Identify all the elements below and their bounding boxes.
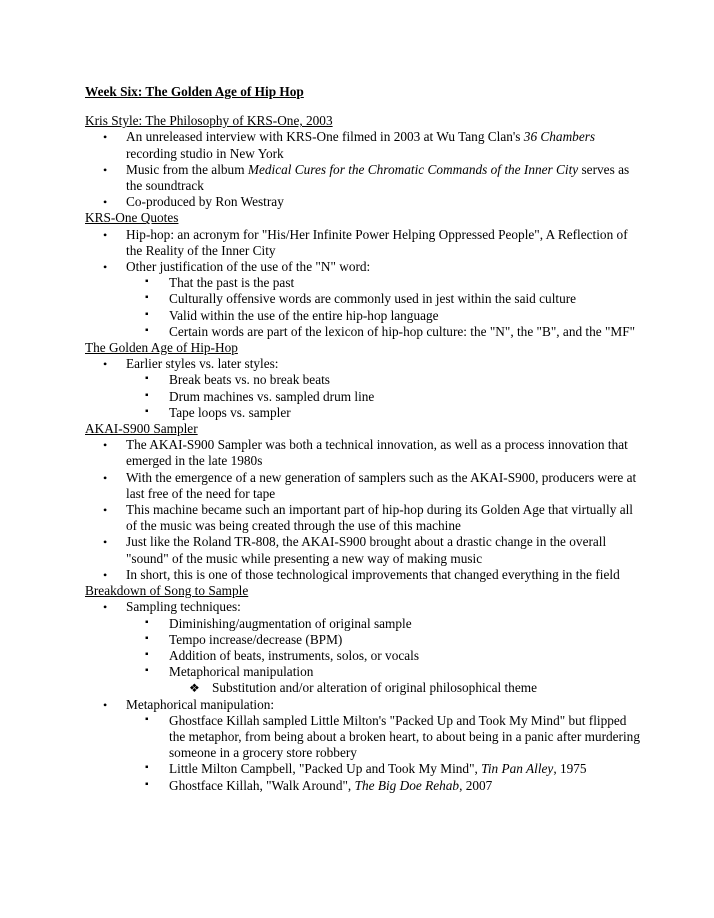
list-item: • Earlier styles vs. later styles: ▪ Break beats vs. no break beats ▪ Drum machines vs. sampled drum line ▪ Tape loops vs. sampler <box>85 356 640 421</box>
sampling-techniques-list <box>85 616 640 697</box>
disc-bullet-icon: • <box>103 567 108 582</box>
square-bullet-icon: ▪ <box>145 405 149 417</box>
list-item: • Music from the album Medical Cures for the Chromatic Commands of the Inner City serves as the soundtrack <box>103 161 630 194</box>
square-bullet-icon: ▪ <box>145 762 149 774</box>
section-heading-breakdown: Breakdown of Song to Sample <box>85 583 249 599</box>
disc-bullet-icon: • <box>103 227 108 242</box>
list-item: ▪ Little Milton Campbell, "Packed Up and Took My Mind", Tin Pan Alley, 1975 <box>145 761 587 777</box>
list-item: ▪ Valid within the use of the entire hip-hop language <box>145 307 439 323</box>
list-item: • The AKAI-S900 Sampler was both a technical innovation, as well as a process innovation that emerged in the late 1980s <box>103 437 628 469</box>
list-item: • An unreleased interview with KRS-One filmed in 2003 at Wu Tang Clan's 36 Chambers recording studio in New York <box>103 129 596 161</box>
square-bullet-icon: ▪ <box>145 389 149 401</box>
section-heading-krs-one-quotes: KRS-One Quotes <box>85 210 179 226</box>
page-title: Week Six: The Golden Age of Hip Hop <box>85 84 304 99</box>
square-bullet-icon: ▪ <box>145 778 149 790</box>
list-item: • In short, this is one of those technological improvements that changed everything in the field <box>103 566 620 582</box>
disc-bullet-icon: • <box>103 162 108 177</box>
list-item: ▪ Diminishing/augmentation of original sample <box>145 615 412 631</box>
square-bullet-icon: ▪ <box>145 632 149 644</box>
disc-bullet-icon: • <box>103 697 108 712</box>
styles-comparison-list <box>85 372 640 421</box>
list-item: • Just like the Roland TR-808, the AKAI-S900 brought about a drastic change in the overall "sound" of the music while presenting a new way of making music <box>103 534 607 566</box>
disc-bullet-icon: • <box>103 195 108 210</box>
section-heading-akai-s900: AKAI-S900 Sampler <box>85 421 198 437</box>
square-bullet-icon: ▪ <box>145 713 149 725</box>
list-item: ▪ Certain words are part of the lexicon of hip-hop culture: the "N", the "B", and the "MF" <box>145 323 636 339</box>
disc-bullet-icon: • <box>103 470 108 485</box>
golden-age-list <box>85 356 640 421</box>
square-bullet-icon: ▪ <box>145 308 149 320</box>
list-item: • Co-produced by Ron Westray <box>103 194 284 210</box>
square-bullet-icon: ▪ <box>145 292 149 304</box>
disc-bullet-icon: • <box>103 535 108 550</box>
list-item: • Hip-hop: an acronym for "His/Her Infinite Power Helping Oppressed People", A Reflection of the Reality of the Inner City <box>103 226 628 258</box>
list-item: ▪ Tape loops vs. sampler <box>145 404 291 420</box>
disc-bullet-icon: • <box>103 503 108 518</box>
breakdown-list <box>85 599 640 793</box>
list-item: • Other justification of the use of the "N" word: ▪ That the past is the past ▪ Culturally offensive words are commonly used in jest within the said culture ▪ Valid within the use of the entire hip-hop language ▪ Certain words are part of the lexicon of hip-hop culture: the "N", the "B", and the "MF" <box>85 259 640 340</box>
disc-bullet-icon: • <box>103 438 108 453</box>
list-item: ▪ Metaphorical manipulation ❖ Substitution and/or alteration of original philosophical theme <box>126 664 640 696</box>
list-item: ▪ Tempo increase/decrease (BPM) <box>145 631 343 647</box>
list-item: ▪ Drum machines vs. sampled drum line <box>145 388 375 404</box>
list-item: • This machine became such an important part of hip-hop during its Golden Age that virtually all of the music was being created through the use of this machine <box>103 502 634 534</box>
list-item: • Metaphorical manipulation: ▪ Ghostface Killah sampled Little Milton's "Packed Up and Took My Mind" but flipped the metaphor, from being about a broken heart, to about being in a panic after murdering someone in a grocery store robbery ▪ Little Milton Campbell, "Packed Up and Took My Mind", Tin Pan Alley, 1975 ▪ Ghostface Killah, "Walk Around", The Big Doe Rehab, 2007 <box>85 697 640 794</box>
kris-style-list <box>85 129 640 210</box>
krs-one-quotes-list <box>85 227 640 340</box>
list-item: • Sampling techniques: ▪ Diminishing/augmentation of original sample ▪ Tempo increase/decrease (BPM) ▪ Addition of beats, instruments, solos, or vocals ▪ Metaphorical manipulation ❖ Substitution and/or alteration of original philosophical theme <box>85 599 640 696</box>
section-heading-golden-age: The Golden Age of Hip-Hop <box>85 340 238 356</box>
square-bullet-icon: ▪ <box>145 616 149 628</box>
disc-bullet-icon: • <box>103 130 108 145</box>
square-bullet-icon: ▪ <box>145 276 149 288</box>
square-bullet-icon: ▪ <box>145 373 149 385</box>
square-bullet-icon: ▪ <box>145 665 149 677</box>
list-item: ▪ Ghostface Killah sampled Little Milton's "Packed Up and Took My Mind" but flipped the metaphor, from being about a broken heart, to about being in a panic after murdering someone in a grocery store robbery <box>145 712 640 761</box>
list-item: ▪ Ghostface Killah, "Walk Around", The Big Doe Rehab, 2007 <box>145 777 493 793</box>
list-item: ▪ Culturally offensive words are commonly used in jest within the said culture <box>145 291 577 307</box>
list-item: ❖ Substitution and/or alteration of original philosophical theme <box>189 680 537 696</box>
section-heading-kris-style: Kris Style: The Philosophy of KRS-One, 2003 <box>85 113 333 129</box>
akai-s900-list <box>85 437 640 583</box>
n-word-justification-list <box>85 275 640 340</box>
disc-bullet-icon: • <box>103 260 108 275</box>
disc-bullet-icon: • <box>103 357 108 372</box>
list-item: ▪ That the past is the past <box>145 275 295 291</box>
square-bullet-icon: ▪ <box>145 648 149 660</box>
diamond-bullet-icon: ❖ <box>189 681 200 696</box>
list-item: ▪ Addition of beats, instruments, solos, or vocals <box>145 647 420 663</box>
list-item: ▪ Break beats vs. no break beats <box>145 372 330 388</box>
disc-bullet-icon: • <box>103 600 108 615</box>
metaphorical-examples-list <box>85 713 640 794</box>
metaphorical-sub-list <box>126 680 640 696</box>
list-item: • With the emergence of a new generation of samplers such as the AKAI-S900, producers were at last free of the need for tape <box>103 469 637 501</box>
document-page <box>85 84 640 794</box>
square-bullet-icon: ▪ <box>145 324 149 336</box>
